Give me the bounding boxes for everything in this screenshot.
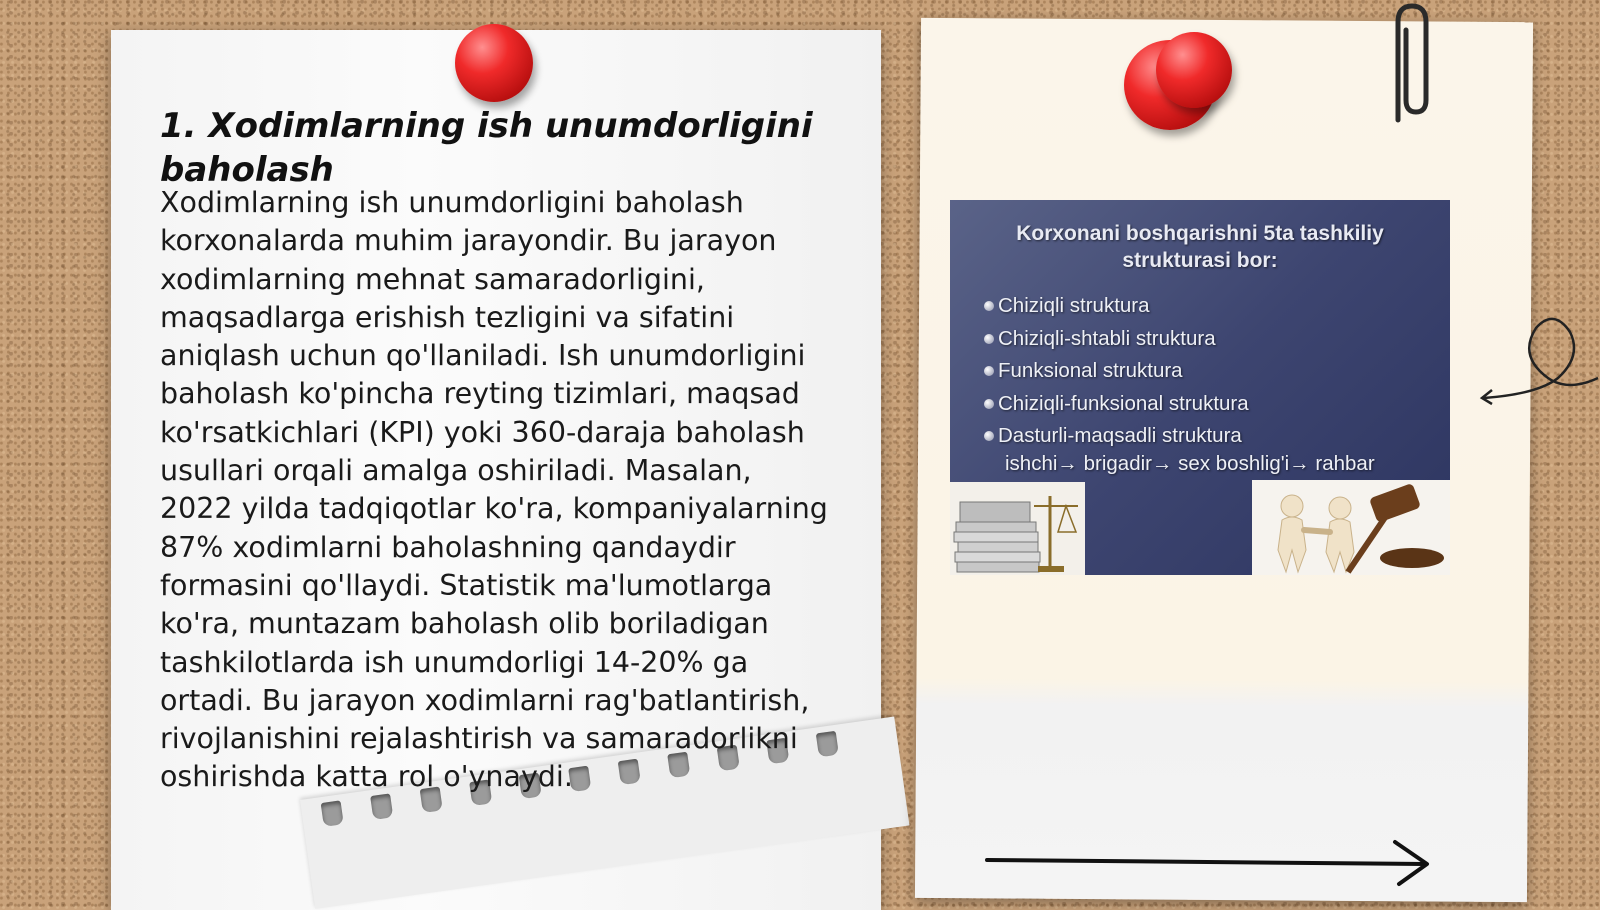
hierarchy-chain: ishchi→ brigadir→ sex boshlig'i→ rahbar [1005,452,1375,475]
slide-title: Korxonani boshqarishni 5ta tashkiliy strukturasi bor: [1016,222,1384,272]
list-item [984,420,1249,453]
punch-hole [321,800,344,827]
structure-list [984,290,1249,453]
curly-arrow-icon [1478,312,1600,412]
bullet-icon [984,366,994,376]
org-structure-slide [950,200,1450,575]
list-item [984,388,1249,421]
list-item-label: Chiziqli-shtabli struktura [998,326,1216,350]
documents-scales-image [950,482,1085,575]
card-heading: 1. Xodimlarning ish unumdorligini baholash [160,106,813,190]
right-arrow-icon [985,838,1435,888]
list-item-label: Chiziqli struktura [998,294,1150,317]
bullet-icon [984,334,994,344]
punch-hole [370,793,393,820]
list-item [984,323,1249,356]
bullet-icon [984,301,994,311]
red-pushpin-icon [1156,32,1232,108]
list-item-label: Dasturli-maqsadli struktura [998,424,1242,447]
list-item [984,355,1249,388]
list-item-label: Chiziqli-funksional struktura [998,391,1249,415]
red-pushpin-icon [455,24,533,102]
paperclip-icon [1380,0,1440,130]
card-body-text: Xodimlarning ish unumdorligini baholash korxonalarda muhim jarayondir. Bu jarayon xodimlarning mehnat samaradorligini, maqsadlarga erishish tezligini va sifatini aniqlash uchun qo'llaniladi. Ish unumdorligini baholash ko'pincha reyting tizimlari, maqsad ko'rsatkichlari (KPI) yoki 360-daraja baholash usullari orqali amalga oshiriladi. Masalan, 2022 yilda tadqiqotlar ko'ra, kompaniyalarning 87% xodimlarni baholashning qandaydir formasini qo'llaydi. Statistik ma'lumotlarga ko'ra, muntazam baholash olib boriladigan tashkilotlarda ish unumdorligi 14-20% ga ortadi. Bu jarayon xodimlarni rag'batlantirish, rivojlanishini rejalashtirish va samaradorlikni oshirishda katta rol o'ynaydi. [160,186,828,794]
bullet-icon [984,431,994,441]
bullet-icon [984,399,994,409]
handshake-gavel-image [1252,480,1450,575]
list-item [984,290,1249,323]
list-item-label: Funksional struktura [998,359,1183,382]
